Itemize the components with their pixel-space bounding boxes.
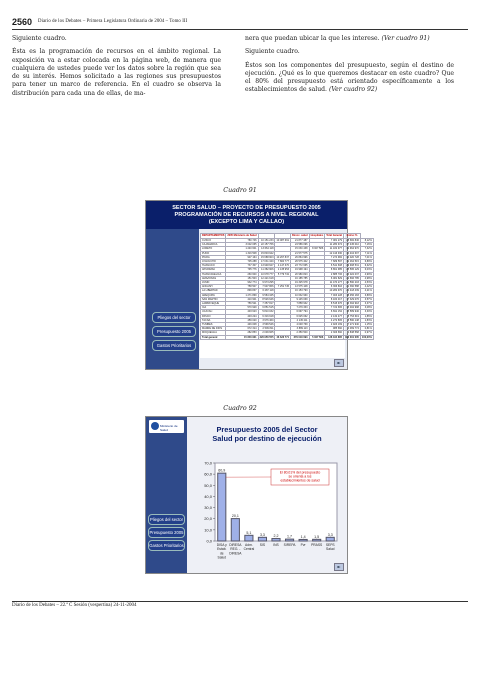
column-left [12,35,221,98]
table-cell: 932 774 [226,281,258,285]
figure-ref: (Ver cuadro 92) [328,86,378,94]
table-cell: 7,32% [360,247,373,251]
pliegos-button[interactable]: Pliegos del sector [148,514,185,525]
y-tick-label: 30,0 [204,505,212,511]
table-cell: 2 923 169 [325,323,344,327]
table-cell: 32 964 970 [344,247,361,251]
table-cell: ICA [201,306,226,310]
paragraph [245,62,454,95]
table-cell: 34 404 607 [344,251,361,255]
table-cell: 907 164 [226,255,258,259]
annotation-text: El 80,01% del presupuesto se orienta a los establecimientos de salud [279,470,321,483]
table-cell: UCAYALI [201,310,226,314]
table-cell: 570 929 [226,306,258,310]
data-label: 3,3 [259,532,265,537]
table-cell: 410 901 [226,297,258,301]
table-cell: 15 846 901 [226,335,258,339]
table-header-cell: 2005 Ministerio de Salud [227,234,257,238]
table-cell: 12 416 930 [325,251,344,255]
running-head: Diario de los Debates – Primera Legislatura Ordinaria de 2004 – Tomo III [38,19,188,24]
table-cell: 15 688 903 [258,255,275,259]
table-cell: 21 360 588 [344,285,361,289]
table-cell: 9 584 345 [258,293,275,297]
table-cell: 3,57% [360,297,373,301]
table-cell: 4 838 568 [344,331,361,335]
page-footer [12,601,468,611]
bar [299,539,307,541]
table-cell: 15 589 946 [344,310,361,314]
slide-cuadro-92 [145,416,348,574]
table-cell: 16 153 793 [290,289,309,293]
table-cell: AMAZONAS [201,276,226,280]
table-cell: 32 064 515 [344,260,361,264]
bar [285,539,293,541]
table-cell: 1,15% [360,323,373,327]
x-tick-label: Adm. Central [243,543,255,552]
table-cell: 13 948 627 [258,264,275,268]
table-cell: 23 022 037 [344,272,361,276]
gastos-button[interactable]: Gastos Prioritarios [148,540,185,551]
table-cell: 3,08% [360,306,373,310]
table-cell: AREQUIPA [201,293,226,297]
table-cell: 2 509 811 [258,327,275,331]
table-cell: 0,97% [360,331,373,335]
table-cell: 4 069 774 [344,327,361,331]
bar [218,473,226,541]
table-cell: 4,99% [360,272,373,276]
table-cell: 1 240 601 [226,247,258,251]
page-number: 2560 [12,17,33,27]
table-cell: 17 031 340 [258,260,275,264]
table-cell: 20 980 823 [290,272,309,276]
data-label: 60,9 [218,468,226,473]
footer-text: Diario de los Debates – 22.ª C Sesión (vespertina) 24-11-2004 [12,603,137,608]
table-cell: AYACUCHO [201,260,226,264]
bar [245,535,253,541]
y-tick-label: 70,0 [204,460,212,466]
table-cell: 3 002 065 [226,243,258,247]
data-label: 1,4 [300,534,306,539]
data-label: 2,2 [273,534,279,539]
x-tick-label: SEPS Salud [325,543,335,552]
table-cell: 7 274 982 [325,255,344,259]
table-cell: 3 976 460 [258,318,275,322]
table-cell: MADRE DE DIOS [201,327,226,331]
table-cell: ANCASH [201,285,226,289]
table-cell: 2 009 665 [258,331,275,335]
table-cell: 23 772 665 [290,264,309,268]
title-line: SECTOR SALUD – PROYECTO DE PRESUPUESTO 2005 [172,205,321,211]
table-cell: 6,89% [360,260,373,264]
logo-text: Ministerio de Salud [160,424,178,432]
table-cell: 26 864 996 [290,255,309,259]
table-cell: 10 282 970 [325,289,344,293]
paragraph: Ésta es la programación de recursos en el ámbito regional. La exposición va a estar colocada en la página web, de manera que cualquiera de ustedes puede ver los datos sobre la región que sea de su interés. Hemos solicitado a las regiones sus presupuestos para tener un marco de referencia. En el cuadro se observa la distribución para cada una de ellas, de ma- [12,48,221,97]
table-cell: 11 280 974 [325,243,344,247]
table-cell: 6 541 608 [325,264,344,268]
presupuesto-button[interactable]: Presupuesto 2005 [152,326,196,337]
table-cell: 11 470 277 [325,281,344,285]
presupuesto-button[interactable]: Presupuesto 2005 [148,527,185,538]
table-cell: 672 314 [226,327,258,331]
table-cell: CAJAMARCA [201,243,226,247]
table-cell: CUSCO [201,239,226,243]
table-cell: 3,30% [360,310,373,314]
slide-title [146,201,347,229]
gastos-button[interactable]: Gastos Prioritarios [152,340,196,351]
bar [258,537,266,541]
paragraph [245,35,454,43]
table-cell: 6 625 062 [290,314,309,318]
table-cell: 3 889 113 [290,327,309,331]
y-tick-label: 60,0 [204,471,212,477]
table-cell: 7 907 866 [258,285,275,289]
table-cell: 16 185 785 [290,276,309,280]
table-cell: 756 521 [226,302,258,306]
table-cell: 5 779 732 [275,272,291,276]
paragraph-text: Éstos son los componentes del presupuesto, según el destino de ejecución. ¿Qué es lo que queremos destacar en este cuadro? Que el 80% del presupuesto está orientado específicamente a los establecimientos de salud. [245,61,454,94]
table-cell: 7 271 940 [344,323,361,327]
table-cell: 8 753 619 [344,314,361,318]
table-cell: 7,01% [360,255,373,259]
table-cell: 11 382 906 [258,268,275,272]
table-cell: 6 697 794 [290,310,309,314]
table-cell: 26 575 402 [290,260,309,264]
table-cell: 6 851 515 [258,306,275,310]
table-cell: 7 081 279 [325,239,344,243]
y-tick-label: 0,0 [206,538,212,544]
table-cell: 7,11% [360,251,373,255]
table-cell: 46 626 771 [276,335,289,339]
slide-sidebar [146,229,199,369]
data-label: 20,1 [231,514,239,519]
table-cell: 7 722 665 [325,306,344,310]
next-arrow-icon[interactable]: ► [334,359,344,367]
x-tick-label: Pvr [300,543,306,547]
table-cell: 2 885 706 [325,272,344,276]
table-cell: PIURA [201,255,226,259]
table-cell: 5 810 032 [258,310,275,314]
table-cell: 9 973 295 [258,281,275,285]
chart-title [190,425,344,443]
table-cell: 4 147 370 [275,264,291,268]
table-cell: 151 503 [226,276,258,280]
table-cell: 15 002 998 [344,306,361,310]
title-line: (EXCEPTO LIMA Y CALLAO) [208,219,285,225]
table-cell: 29 908 531 [344,264,361,268]
table-row [201,335,374,339]
table-cell: 21 590 203 [344,281,361,285]
table-cell: 6,03% [360,268,373,272]
table-cell: 4 145 211 [290,318,309,322]
table-cell: 15 030 438 [290,247,309,251]
table-cell: 8,12% [360,239,373,243]
slide-sidebar [146,417,187,573]
table-cell: 8 307 586 [309,247,325,251]
table-cell: TACNA [201,318,226,322]
table-cell: 10 678 777 [258,272,275,276]
table-cell: 795 776 [226,268,258,272]
table-header-cell: DEPARTAMENTOS [202,234,225,238]
x-tick-label: DISA y Estab. de Salud [216,543,227,560]
table-cell: 7 689 597 [325,260,344,264]
y-tick-label: 40,0 [204,493,212,499]
table-cell: 2 132 477 [325,314,344,318]
table-cell: 25 595 129 [344,268,361,272]
regional-table [200,233,372,358]
table-cell: 7 858 932 [290,302,309,306]
paragraph: Siguiente cuadro. [12,35,67,42]
table-cell: 493 301 005 [345,335,359,339]
table-cell: 6 366 816 [325,285,344,289]
bar-chart [187,457,347,573]
table-cell: LAMBAYEQUE [201,302,226,306]
table-cell: 8 526 646 [258,297,275,301]
table-cell: 21 877 487 [290,239,309,243]
table-header-cell: Direcc. salud [291,234,308,238]
table-cell: 260 600 [226,272,258,276]
pliegos-button[interactable]: Pliegos del sector [152,312,196,323]
data-label: 5,1 [246,530,252,535]
table-cell: 403 224 [226,314,258,318]
table-cell: 22 157 766 [258,243,275,247]
table-cell: 1,86% [360,314,373,318]
table-cell: 4 048 769 [290,323,309,327]
table-cell: 7 279 333 [290,306,309,310]
table-cell: 19 325 978 [290,281,309,285]
data-label: 1,5 [314,534,320,539]
y-tick-label: 50,0 [204,482,212,488]
table-cell: 13 664 118 [258,247,275,251]
table-cell: 10 632 960 [290,293,309,297]
y-tick-label: 20,0 [204,516,212,522]
table-header-cell: Total General [326,234,343,238]
table-cell: 459 020 [226,318,258,322]
bar [313,539,321,541]
table-cell: 2 350 500 [290,331,309,335]
caption-cuadro-92: Cuadro 92 [223,405,257,412]
table-cell: 758 507 [226,285,258,289]
x-tick-label: SIREPA [283,543,296,547]
table-cell: 4,42% [360,285,373,289]
table-cell: MOQUEGUA [201,331,226,335]
chart-svg [187,457,347,573]
table-cell: 11 182 977 [325,247,344,251]
figure-ref: (Ver cuadro 91) [381,35,430,42]
x-tick-label: DIRESA REG. -DIRESA [229,543,242,556]
title-line: Presupuesto 2005 del Sector [216,425,318,434]
table-cell: 985 660 [325,327,344,331]
table-cell: 4,98% [360,276,373,280]
title-line: PROGRAMACIÓN DE RECURSOS A NIVEL REGIONAL [174,212,319,218]
table-cell: 21 577 575 [290,251,309,255]
slide-cuadro-91 [145,200,372,370]
table-cell: 1 135 953 [275,268,291,272]
table-cell: 737 307 [226,264,258,268]
table-cell: 15 803 942 [258,251,275,255]
bar [272,539,280,541]
table-cell: 17 329 076 [344,297,361,301]
table-cell: 3,37% [360,302,373,306]
table-cell: 3 599 546 [258,323,275,327]
table-cell: HUANUCO [201,264,226,268]
table-cell: 34 020 728 [344,255,361,259]
table-cell: 0,81% [360,327,373,331]
table-cell: LA LIBERTAD [201,289,226,293]
table-cell: JUNIN [201,281,226,285]
table-cell: 6,32% [360,264,373,268]
next-arrow-icon[interactable]: ► [334,563,344,571]
table-cell: 8 590 148 [344,318,361,322]
table-cell: 7 357 817 [258,302,275,306]
table-cell: 4,21% [360,289,373,293]
table-cell: 7 003 228 [325,293,344,297]
table-cell: 6 316 918 [258,314,275,318]
table-cell: 10 087 691 [276,239,289,242]
table-cell: 8 861 985 [325,268,344,272]
table-cell: 10 267 837 [276,255,289,259]
data-label: 1,7 [287,534,293,539]
title-line: Salud por destino de ejecución [212,434,322,443]
table-cell: 1,83% [360,318,373,322]
paragraph-text: nera que puedan ubicar la que les interese. [245,35,382,42]
table-cell: 1 271 869 [226,293,258,297]
table-cell: 705 288 [226,260,258,264]
table-cell: 16 394 918 [344,302,361,306]
table-cell: 2 306 660 [325,331,344,335]
table-cell: 9 145 069 [290,297,309,301]
table-cell: 8 515 976 [325,302,344,306]
table-cell: PASCO [201,314,226,318]
table-cell: 10 151 233 [258,239,275,243]
table-cell: APURIMAC [201,268,226,272]
table-cell: 12 421 618 [258,276,275,280]
bar [231,519,239,541]
table-cell: 28 682 846 [344,239,361,243]
table-cell: Total general [201,335,226,339]
y-tick-label: 10,0 [204,527,212,533]
table-cell: 4 272 805 [325,318,344,322]
table-cell: 22 666 785 [344,276,361,280]
table-cell: 7 251 745 [275,285,291,289]
table-cell: 282 853 [226,331,258,335]
table-cell: 100,00% [361,335,372,339]
table-cell: TUMBES [201,323,226,327]
table-cell: 6 691 152 [325,310,344,314]
table-cell: 3,89% [360,293,373,297]
table-cell: 13 575 108 [290,285,309,289]
table-cell: 24 586 096 [290,243,309,247]
table-cell: PUNO [201,251,226,255]
table-cell: 7,16% [360,243,373,247]
table-cell: 226 956 555 [259,335,274,339]
table-cell: 780 746 [226,239,258,243]
table-cell: 446 008 [226,323,258,327]
caption-cuadro-91: Cuadro 91 [223,187,257,194]
table-cell: 5 307 586 [309,335,325,339]
paragraph: Siguiente cuadro. [245,48,300,56]
table-cell: 899 837 [226,289,258,293]
bar [326,537,334,541]
table-header-cell: Estruc % [344,234,361,239]
table-cell: 37 445 010 [344,243,361,247]
table-cell: 20 418 439 [344,289,361,293]
table-cell: 4,53% [360,281,373,285]
table-cell: 379 018 693 [290,335,309,339]
x-tick-label: PRASS [311,543,323,547]
logo-mark-icon [151,422,159,430]
table-cell: 6 287 118 [258,289,275,293]
table-cell: HUANCAVELICA [201,272,226,276]
table-cell: 18 456 183 [344,293,361,297]
page-header [12,17,468,30]
table-cell: 403 623 [226,310,258,314]
table-cell: 6 081 829 [325,276,344,280]
x-tick-label: INS [273,543,279,547]
table-cell: 1 316 508 [226,251,258,255]
x-tick-label: SIS [259,543,266,547]
column-right [245,35,454,95]
table-cell: LORETO [201,247,226,251]
minsa-logo [149,420,184,433]
table-cell: 7 800 777 [275,260,291,264]
table-cell: 19 998 194 [290,268,309,272]
table-cell: 8 184 017 [325,297,344,301]
table-cell: 128 184 885 [325,335,344,339]
data-label: 3,3 [327,532,333,537]
table-cell: SAN MARTIN [201,297,226,301]
table-header-cell: Hospitales [310,234,324,238]
